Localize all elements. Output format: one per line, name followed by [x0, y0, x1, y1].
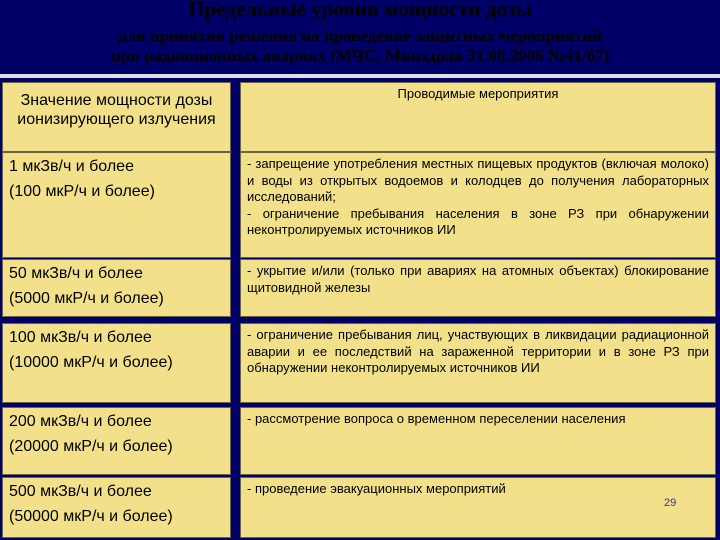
- table-row-measures: [240, 259, 716, 317]
- table-row-dose-value: [2, 407, 231, 475]
- page-subtitle-line1: для принятия решения на проведение защитных мероприятий: [118, 26, 602, 45]
- page-number: 29: [664, 497, 677, 509]
- page-title: Предельные уровни мощности дозы: [188, 0, 532, 21]
- header-measures: Проводимые мероприятия: [240, 82, 716, 152]
- measure-item: - рассмотрение вопроса о временном переселении населения: [247, 411, 626, 426]
- dose-value-r: (20000 мкР/ч и более): [9, 438, 173, 455]
- dose-value-sv: 1 мкЗв/ч и более: [9, 158, 134, 175]
- measure-item: - проведение эвакуационных мероприятий: [247, 481, 506, 496]
- table-row-measures: [240, 152, 716, 258]
- page-subtitle-line2: при радиационных авариях (МЧС, Минздрав 31.08.2006 №41/67): [110, 46, 610, 65]
- table-row-measures: [240, 407, 716, 475]
- measure-item: - укрытие и/или (только при авариях на атомных объектах) блокирование щитовидной железы: [247, 263, 709, 295]
- header-dose-rate: Значение мощности дозы ионизирующего излучения: [2, 82, 231, 152]
- dose-value-sv: 200 мкЗв/ч и более: [9, 413, 152, 430]
- table-row-dose-value: [2, 323, 231, 403]
- table-row-measures: [240, 477, 716, 538]
- table-row-dose-value: [2, 477, 231, 538]
- dose-value-r: (10000 мкР/ч и более): [9, 354, 173, 371]
- table-row-dose-value: [2, 259, 231, 317]
- table-row-measures: [240, 323, 716, 403]
- dose-value-sv: 50 мкЗв/ч и более: [9, 265, 143, 282]
- measure-item: - ограничение пребывания лиц, участвующих в ликвидации радиационной аварии и ее последствий на зараженной территории и в зоне РЗ при обнаружении неконтролируемых источников ИИ: [247, 327, 709, 375]
- measure-item: - запрещение употребления местных пищевых продуктов (включая молоко) и воды из открытых водоемов и колодцев до получения лабораторных исследований;: [247, 156, 709, 204]
- dose-value-sv: 100 мкЗв/ч и более: [9, 329, 152, 346]
- measure-item: - ограничение пребывания населения в зоне РЗ при обнаружении неконтролируемых источников ИИ: [247, 205, 709, 237]
- dose-value-r: (50000 мкР/ч и более): [9, 508, 173, 525]
- dose-value-sv: 500 мкЗв/ч и более: [9, 483, 152, 500]
- dose-value-r: (5000 мкР/ч и более): [9, 290, 164, 307]
- title-divider: [0, 74, 720, 78]
- table-row-dose-value: [2, 152, 231, 258]
- dose-value-r: (100 мкР/ч и более): [9, 183, 155, 200]
